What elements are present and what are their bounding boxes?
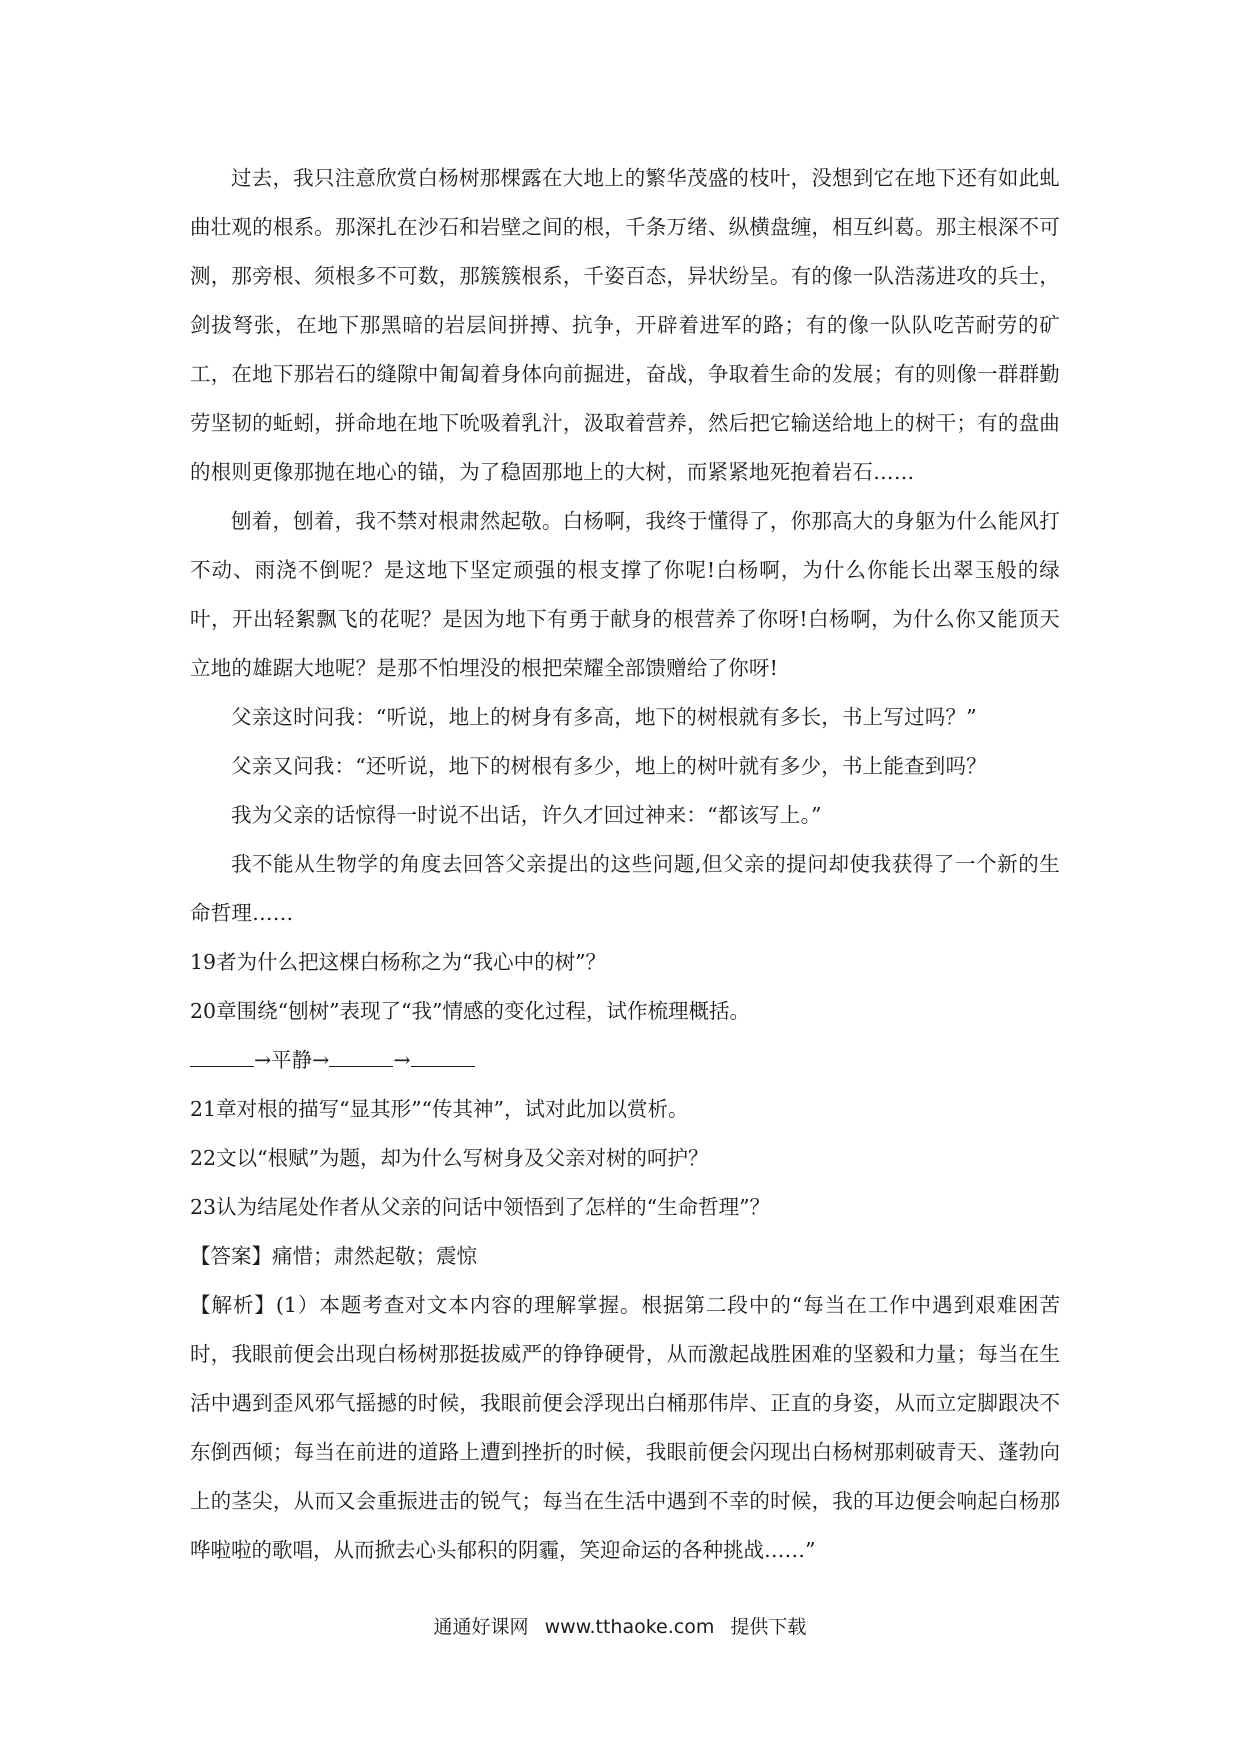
question-19: 19者为什么把这棵白杨称之为“我心中的树”？ — [190, 950, 607, 974]
fill-blank-2 — [329, 1040, 393, 1067]
fill-blank-3 — [411, 1040, 475, 1067]
blank-arrow-1: →平静→ — [254, 1048, 330, 1072]
answer-section — [190, 1232, 1060, 1281]
analysis-label: 【解析】 — [190, 1293, 276, 1317]
page-footer — [0, 1612, 1240, 1639]
answer-text: 痛惜；肃然起敬；震惊 — [272, 1244, 477, 1268]
answer-label: 【答案】 — [190, 1244, 272, 1268]
paragraph-respect: 刨着，刨着，我不禁对根肃然起敬。白杨啊，我终于懂得了，你那高大的身躯为什么能风打不动、雨浇不倒呢？是这地下坚定顽强的根支撑了你呢!白杨啊，为什么你能长出翠玉般的绿叶，开出轻絮飘飞的花呢？是因为地下有勇于献身的根营养了你呀!白杨啊，为什么你又能顶天立地的雄踞大地呢？是那不怕埋没的根把荣耀全部馈赠给了你呀! — [190, 509, 1060, 680]
analysis-section — [190, 1281, 1060, 1575]
footer-url[interactable]: www.tthaoke.com — [544, 1616, 715, 1638]
question-21: 21章对根的描写“显其形”“传其神”，试对此加以赏析。 — [190, 1097, 689, 1121]
paragraph-philosophy: 我不能从生物学的角度去回答父亲提出的这些问题,但父亲的提问却使我获得了一个新的生命哲理…… — [190, 852, 1060, 925]
paragraph-reply: 我为父亲的话惊得一时说不出话，许久才回过神来：“都该写上。” — [231, 803, 822, 827]
document-body — [190, 154, 1060, 1575]
question-20: 20章围绕“刨树”表现了“我”情感的变化过程，试作梳理概括。 — [190, 999, 751, 1023]
question-22: 22文以“根赋”为题，却为什么写树身及父亲对树的呵护？ — [190, 1146, 709, 1170]
fill-blank-1 — [190, 1040, 254, 1067]
paragraph-father-question-1: 父亲这时问我：“听说，地上的树身有多高，地下的树根就有多长，书上写过吗？” — [231, 705, 977, 729]
paragraph-father-question-2: 父亲又问我：“还听说，地下的树根有多少，地上的树叶就有多少，书上能查到吗？ — [231, 754, 987, 778]
emotion-fill-blank — [190, 1036, 1060, 1085]
paragraph-roots: 过去，我只注意欣赏白杨树那棵露在大地上的繁华茂盛的枝叶，没想到它在地下还有如此虬曲壮观的根系。那深扎在沙石和岩壁之间的根，千条万绪、纵横盘缠，相互纠葛。那主根深不可测，那旁根、须根多不可数，那簇簇根系，千姿百态，异状纷呈。有的像一队浩荡进攻的兵士，剑拔弩张，在地下那黑暗的岩层间拼搏、抗争，开辟着进军的路；有的像一队队吃苦耐劳的矿工，在地下那岩石的缝隙中匍匐着身体向前掘进，奋战，争取着生命的发展；有的则像一群群勤劳坚韧的蚯蚓，拼命地在地下吮吸着乳汁，汲取着营养，然后把它输送给地上的树干；有的盘曲的根则更像那抛在地心的锚，为了稳固那地上的大树，而紧紧地死抱着岩石…… — [190, 166, 1060, 484]
footer-site-name: 通通好课网 — [433, 1616, 529, 1638]
question-23: 23认为结尾处作者从父亲的问话中领悟到了怎样的“生命哲理”？ — [190, 1195, 771, 1219]
blank-arrow-2: → — [393, 1048, 411, 1072]
analysis-text: (1）本题考查对文本内容的理解掌握。根据第二段中的“每当在工作中遇到艰难困苦时，我眼前便会出现白杨树那挺拔威严的铮铮硬骨，从而激起战胜困难的坚毅和力量；每当在生活中遇到歪风邪气摇撼的时候，我眼前便会浮现出白桶那伟岸、正直的身姿，从而立定脚跟决不东倒西倾；每当在前进的道路上遭到挫折的时候，我眼前便会闪现出白杨树那刺破青天、蓬勃向上的茎尖，从而又会重振进击的锐气；每当在生活中遇到不幸的时候，我的耳边便会响起白杨那哗啦啦的歌唱，从而掀去心头郁积的阴霾，笑迎命运的各种挑战……” — [190, 1293, 1060, 1562]
footer-suffix: 提供下载 — [730, 1616, 807, 1638]
